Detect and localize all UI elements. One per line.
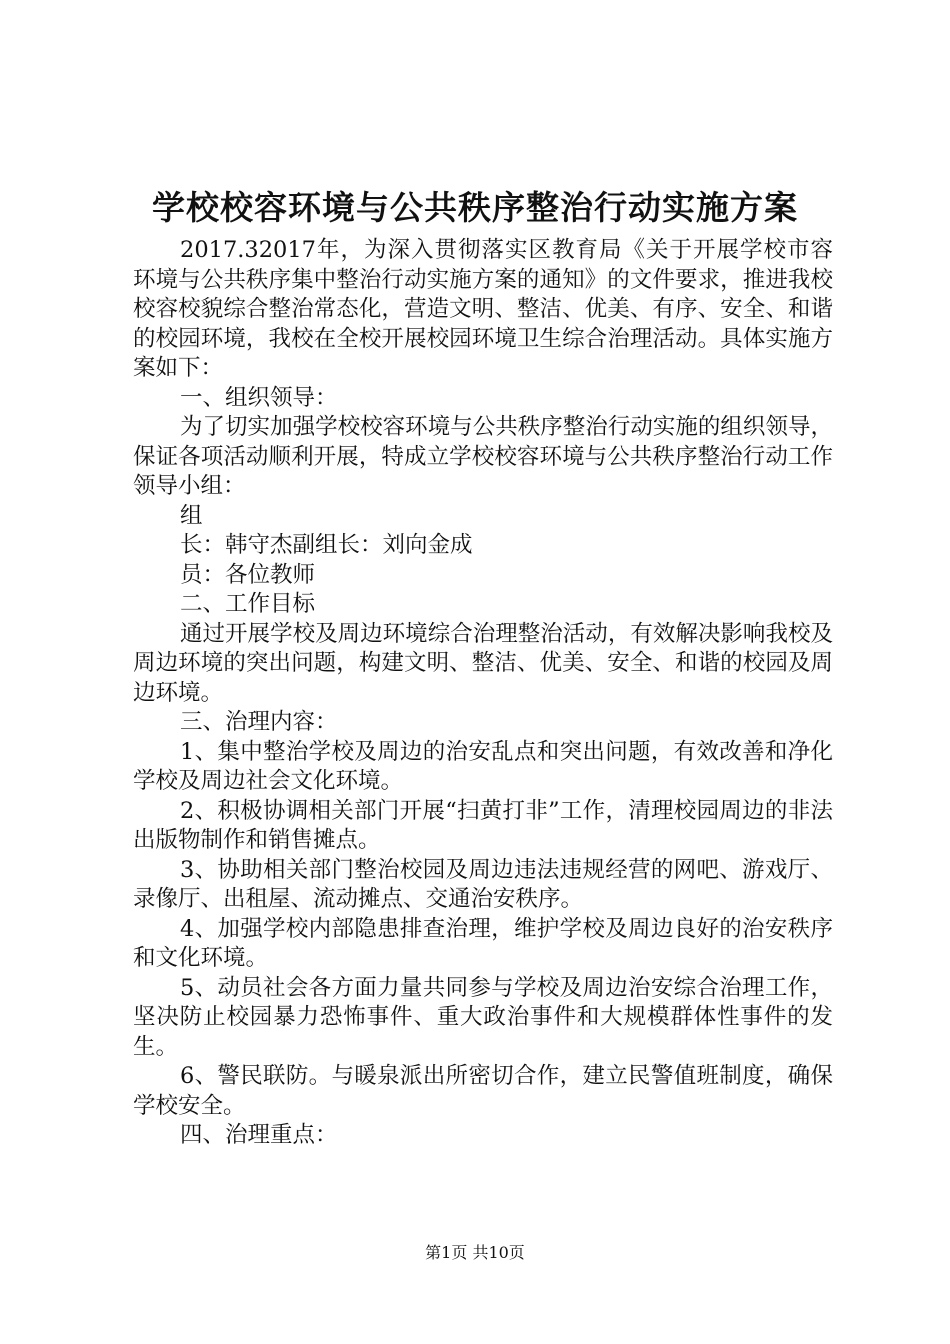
content-item-5: 5、动员社会各方面力量共同参与学校及周边治安综合治理工作，坚决防止校园暴力恐怖事件、重大政治事件和大规模群体性事件的发生。 <box>133 974 833 1060</box>
group-label-line: 组 <box>180 502 203 529</box>
content-item-4: 4、加强学校内部隐患排查治理，维护学校及周边良好的治安秩序和文化环境。 <box>133 915 833 971</box>
content-item-3: 3、协助相关部门整治校园及周边违法违规经营的网吧、游戏厅、录像厅、出租屋、流动摊点、交通治安秩序。 <box>133 856 833 912</box>
content-item-6: 6、警民联防。与暖泉派出所密切合作，建立民警值班制度，确保学校安全。 <box>133 1063 833 1119</box>
section-heading-goals: 二、工作目标 <box>180 591 316 617</box>
section-heading-organization: 一、组织领导： <box>180 384 338 411</box>
goals-paragraph: 通过开展学校及周边环境综合治理整治活动，有效解决影响我校及周边环境的突出问题，构建文明、整洁、优美、安全、和谐的校园及周边环境。 <box>133 620 833 706</box>
document-body <box>133 236 833 1151</box>
group-members-line: 员：各位教师 <box>180 561 316 588</box>
document-title: 学校校容环境与公共秩序整治行动实施方案 <box>152 188 798 227</box>
organization-paragraph: 为了切实加强学校校容环境与公共秩序整治行动实施的组织领导，保证各项活动顺利开展，特成立学校校容环境与公共秩序整治行动工作领导小组： <box>133 414 833 499</box>
intro-paragraph: 2017.32017年，为深入贯彻落实区教育局《关于开展学校市容环境与公共秩序集中整治行动实施方案的通知》的文件要求，推进我校校容校貌综合整治常态化，营造文明、整洁、优美、有序、安全、和谐的校园环境，我校在全校开展校园环境卫生综合治理活动。具体实施方案如下： <box>133 237 833 381</box>
section-heading-focus: 四、治理重点： <box>180 1122 338 1148</box>
page-footer: 第1页 共10页 <box>425 1243 525 1262</box>
section-heading-content: 三、治理内容： <box>180 709 338 735</box>
content-item-2: 2、积极协调相关部门开展“扫黄打非”工作，清理校园周边的非法出版物制作和销售摊点。 <box>133 797 833 853</box>
content-item-1: 1、集中整治学校及周边的治安乱点和突出问题，有效改善和净化学校及周边社会文化环境。 <box>133 738 833 794</box>
group-leaders-line: 长：韩守杰副组长：刘向金成 <box>180 532 473 558</box>
